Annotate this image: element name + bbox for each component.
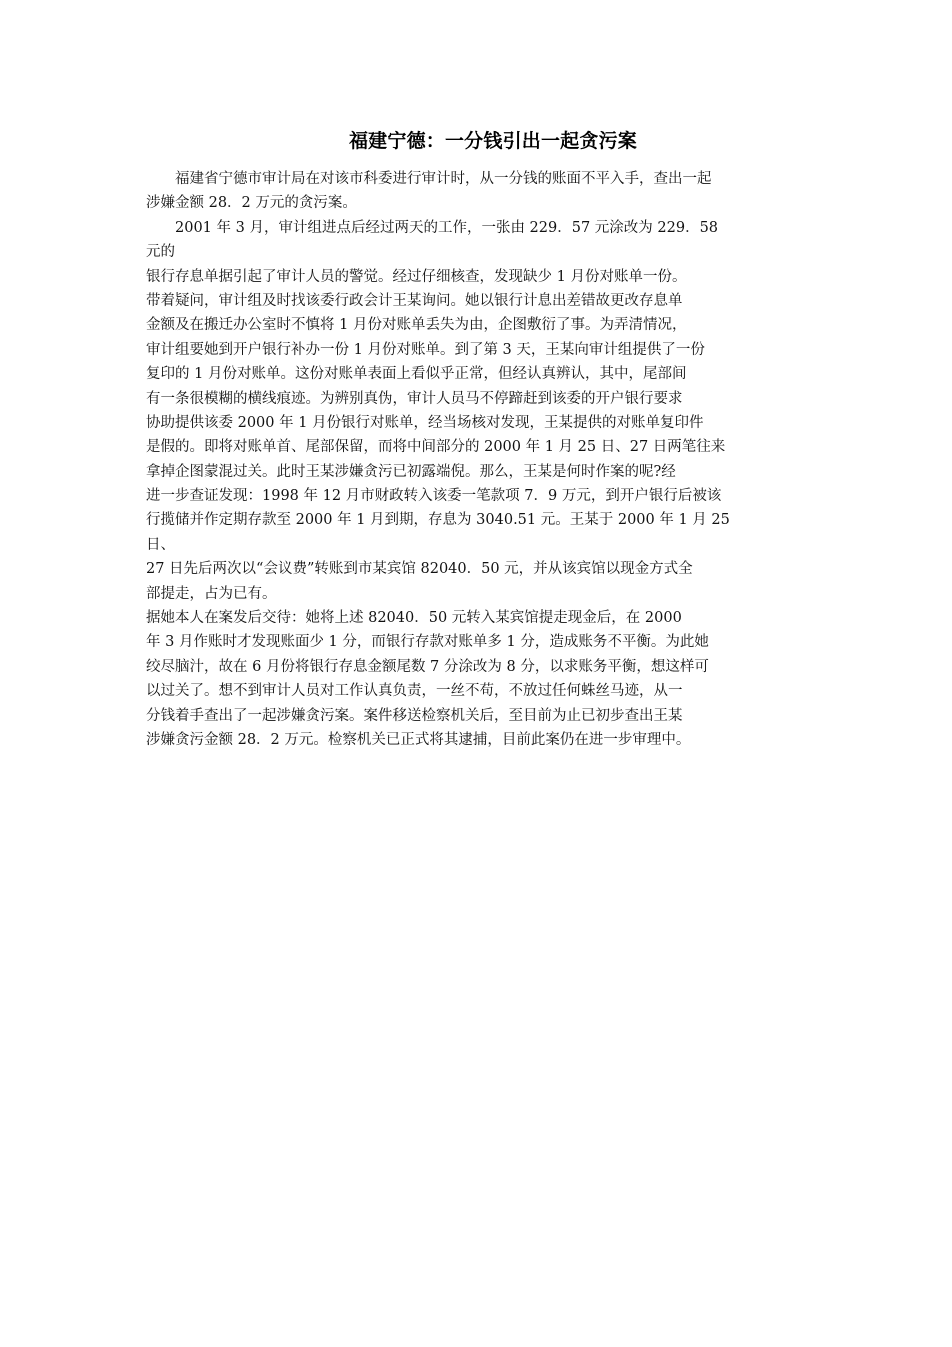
body-line: 部提走，占为已有。: [146, 585, 277, 602]
body-line: 协助提供该委 2000 年 1 月份银行对账单，经当场核对发现，王某提供的对账单复印件: [146, 414, 704, 431]
body-line: 以过关了。想不到审计人员对工作认真负责，一丝不苟，不放过任何蛛丝马迹，从一: [146, 683, 683, 700]
body-line: 是假的。即将对账单首、尾部保留，而将中间部分的 2000 年 1 月 25 日、27 日两笔往来: [146, 439, 726, 456]
body-line: 日、: [146, 536, 175, 553]
body-line: 元的: [146, 244, 175, 261]
body-line: 福建省宁德市审计局在对该市科委进行审计时，从一分钱的账面不平入手，查出一起: [146, 171, 712, 187]
body-line: 涉嫌金额 28．2 万元的贪污案。: [146, 195, 357, 212]
body-line: 带着疑问，审计组及时找该委行政会计王某询问。她以银行计息出差错故更改存息单: [146, 292, 683, 309]
body-line: 审计组要她到开户银行补办一份 1 月份对账单。到了第 3 天，王某向审计组提供了一份: [146, 341, 705, 358]
body-line: 分钱着手查出了一起涉嫌贪污案。案件移送检察机关后，至目前为止已初步查出王某: [146, 707, 683, 724]
body-line: 涉嫌贪污金额 28．2 万元。检察机关已正式将其逮捕，目前此案仍在进一步审理中。: [146, 731, 691, 748]
body-line: 银行存息单据引起了审计人员的警觉。经过仔细核查，发现缺少 1 月份对账单一份。: [146, 268, 687, 285]
body-line: 有一条很模糊的横线痕迹。为辨别真伪，审计人员马不停蹄赶到该委的开户银行要求: [146, 390, 683, 407]
document-title: 福建宁德：一分钱引出一起贪污案: [348, 130, 637, 152]
body-line: 拿掉企图蒙混过关。此时王某涉嫌贪污已初露端倪。那么，王某是何时作案的呢?经: [146, 463, 676, 480]
body-line: 年 3 月作账时才发现账面少 1 分，而银行存款对账单多 1 分，造成账务不平衡。为此她: [146, 634, 709, 651]
body-line: 绞尽脑汁，故在 6 月份将银行存息金额尾数 7 分涂改为 8 分，以求账务平衡，想这样可: [146, 658, 709, 675]
body-line: 27 日先后两次以“会议费”转账到市某宾馆 82040．50 元，并从该宾馆以现金方式全: [146, 561, 693, 578]
body-line: 金额及在搬迁办公室时不慎将 1 月份对账单丢失为由，企图敷衍了事。为弄清情况，: [146, 317, 687, 334]
body-line: 复印的 1 月份对账单。这份对账单表面上看似乎正常，但经认真辨认，其中，尾部间: [146, 366, 687, 383]
body-line: 行揽储并作定期存款至 2000 年 1 月到期，存息为 3040.51 元。王某于 2000 年 1 月 25: [146, 512, 730, 529]
body-line: 2001 年 3 月，审计组进点后经过两天的工作，一张由 229．57 元涂改为 229．58: [146, 219, 719, 236]
body-line: 进一步查证发现：1998 年 12 月市财政转入该委一笔款项 7．9 万元，到开户银行后被该: [146, 488, 722, 505]
document-body: [146, 167, 818, 752]
body-line: 据她本人在案发后交待：她将上述 82040．50 元转入某宾馆提走现金后，在 2000: [146, 610, 682, 627]
